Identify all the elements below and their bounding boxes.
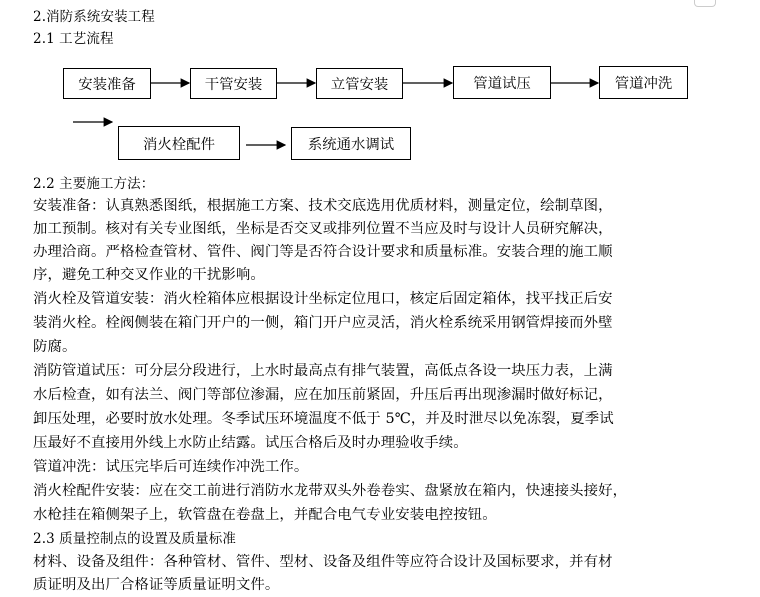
section-heading-main: 2.消防系统安装工程 (33, 9, 155, 25)
section-heading-quality: 2.3 质量控制点的设置及质量标准 (33, 531, 236, 547)
flow-step-prep: 安装准备 (63, 68, 151, 99)
text-line: 材料、设备及组件：各种管材、管件、型材、设备及组件等应符合设计及国标要求，并有材 (33, 554, 613, 570)
text-line: 管道冲洗：试压完毕后可连续作冲洗工作。 (33, 459, 309, 475)
text-line: 卸压处理，必要时放水处理。冬季试压环境温度不低于 5℃，并及时泄尽以免冻裂，夏季试 (33, 411, 614, 427)
text-line: 消防管道试压：可分层分段进行，上水时最高点有排气装置，高低点各设一块压力表，上满 (33, 363, 613, 379)
text-line: 水后检查，如有法兰、阀门等部位渗漏，应在加压前紧固，升压后再出现渗漏时做好标记， (33, 387, 613, 403)
flow-step-commissioning: 系统通水调试 (291, 127, 411, 160)
text-line: 水枪挂在箱侧架子上，软管盘在卷盘上，并配合电气专业安装电控按钮。 (33, 507, 497, 523)
text-line: 压最好不直接用外线上水防止结露。试压合格后及时办理验收手续。 (33, 435, 468, 451)
text-line: 消火栓配件安装：应在交工前进行消防水龙带双头外卷卷实、盘紧放在箱内，快速接头接好， (33, 483, 628, 499)
text-line: 质证明及出厂合格证等质量证明文件。 (33, 577, 280, 593)
flow-step-flush: 管道冲洗 (599, 66, 688, 99)
section-heading-flow: 2.1 工艺流程 (33, 31, 114, 47)
text-line: 消火栓及管道安装：消火栓箱体应根据设计坐标定位甩口，核定后固定箱体，找平找正后安 (33, 291, 613, 307)
flow-step-main-pipe: 干管安装 (190, 68, 277, 99)
text-line: 加工预制。核对有关专业图纸，坐标是否交叉或排列位置不当应及时与设计人员研究解决， (33, 221, 613, 237)
text-line: 防腐。 (33, 339, 77, 355)
text-line: 装消火栓。栓阀侧装在箱门开户的一侧，箱门开户应灵活，消火栓系统采用钢管焊接而外壁 (33, 315, 613, 331)
flow-step-hydrant-fittings: 消火栓配件 (118, 126, 240, 160)
text-line: 序，避免工种交叉作业的干扰影响。 (33, 267, 265, 283)
text-line: 安装准备：认真熟悉图纸，根据施工方案、技术交底选用优质材料，测量定位，绘制草图， (33, 198, 613, 214)
text-line: 办理洽商。严格检查管材、管件、阀门等是否符合设计要求和质量标准。安装合理的施工顺 (33, 244, 613, 260)
section-heading-methods: 2.2 主要施工方法： (33, 176, 155, 192)
flow-step-riser: 立管安装 (316, 68, 403, 99)
flow-step-pressure-test: 管道试压 (453, 66, 551, 99)
